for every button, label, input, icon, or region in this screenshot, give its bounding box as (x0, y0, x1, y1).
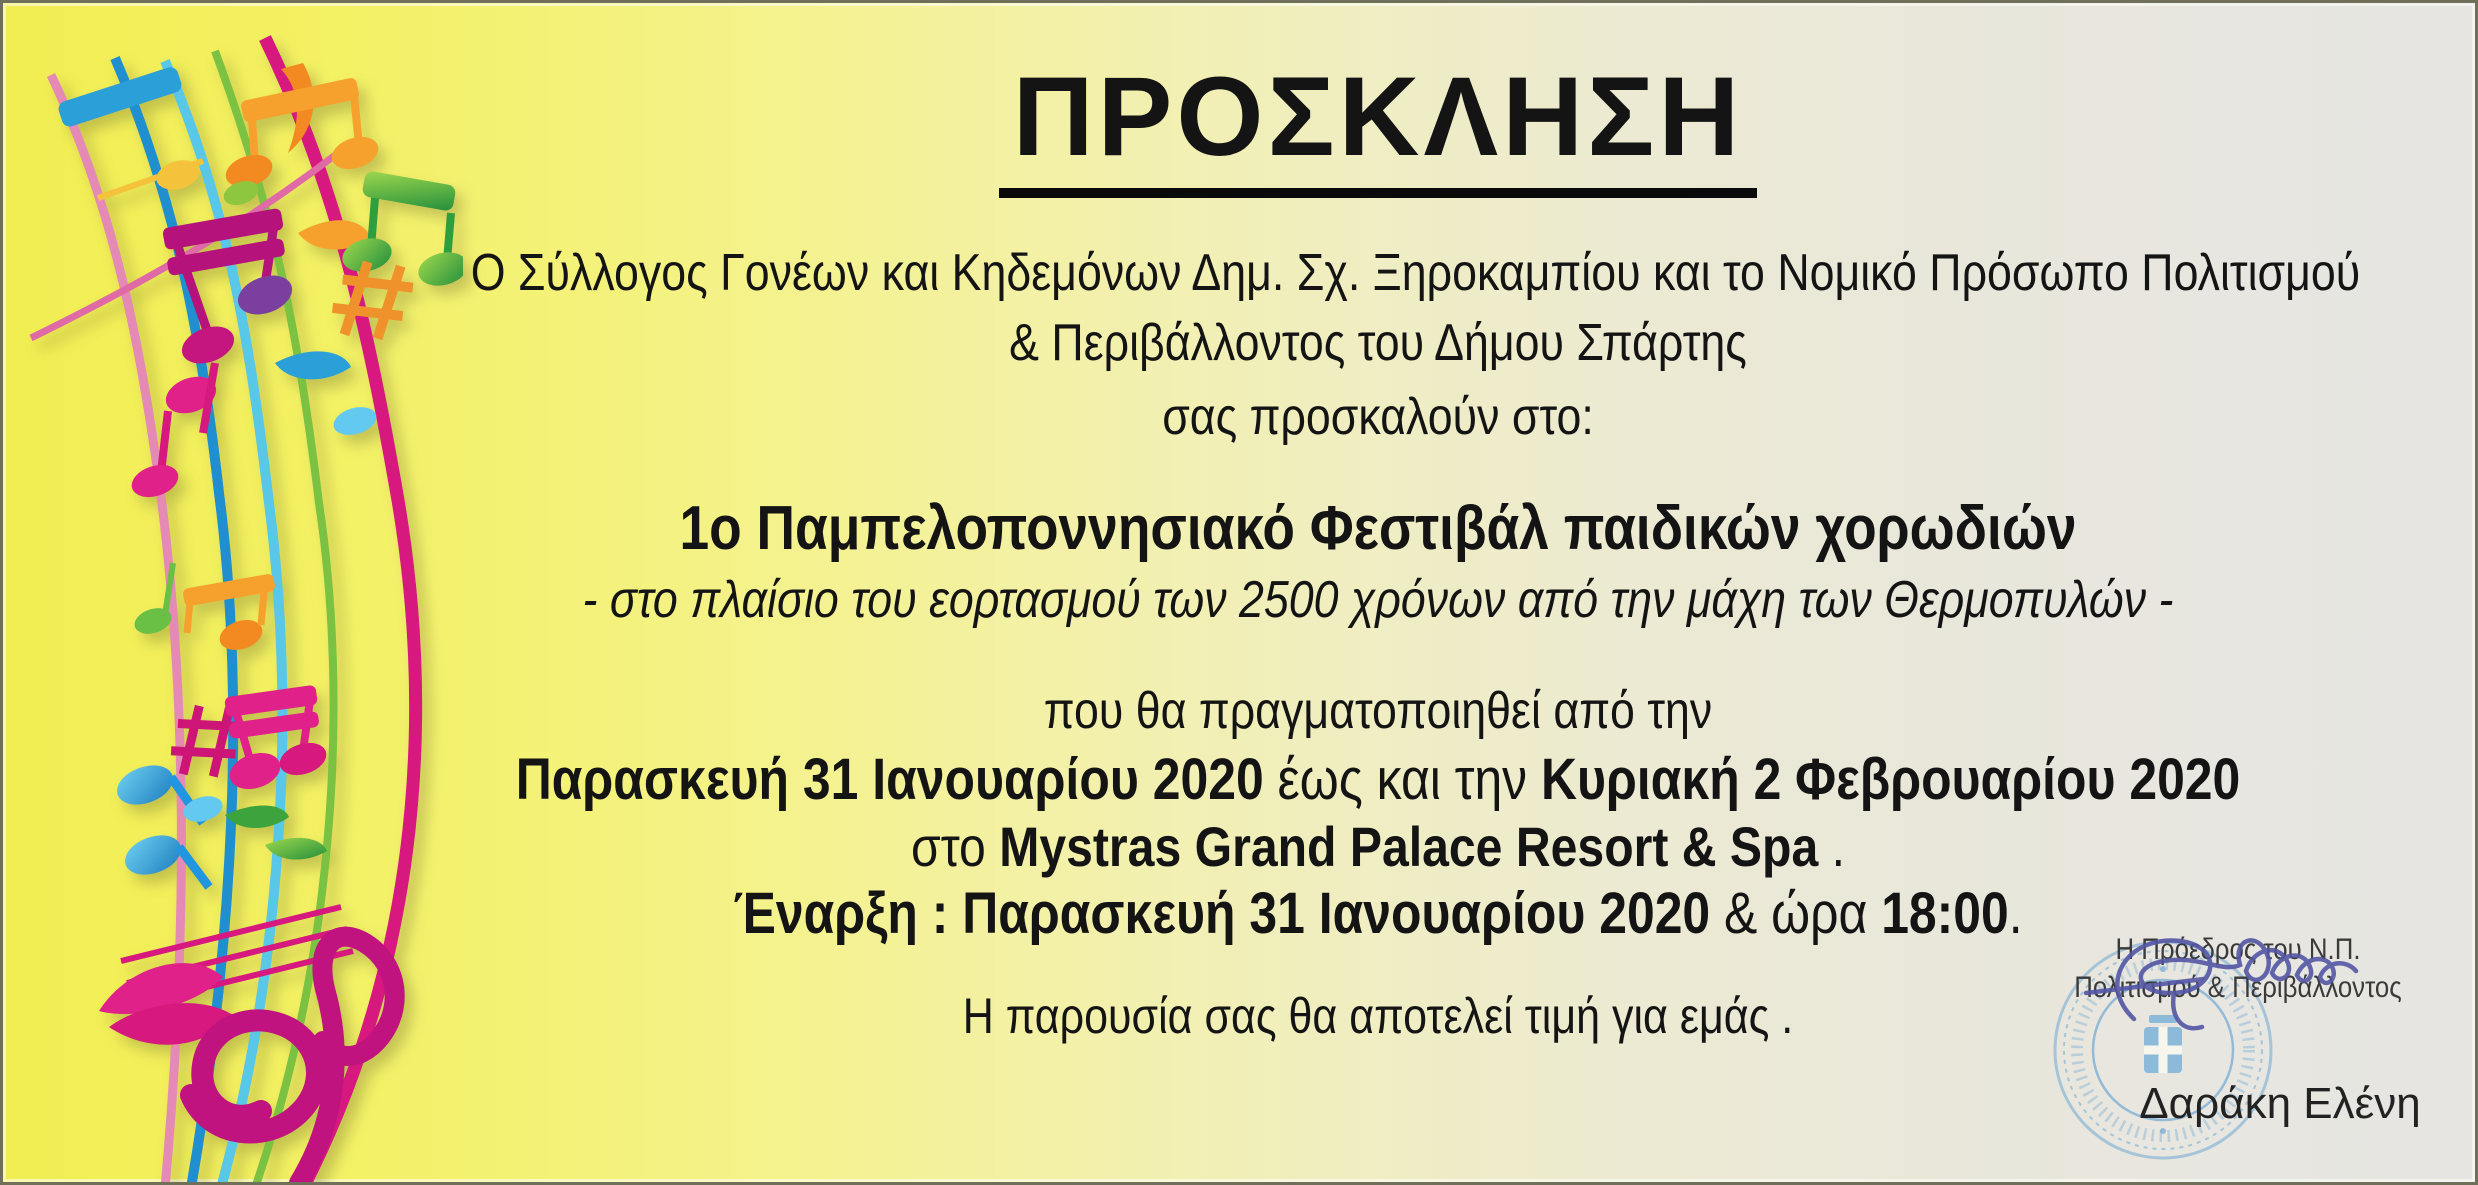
closing-line: Η παρουσία σας θα αποτελεί τιμή για εμάς . (962, 988, 1794, 1045)
title-wrap (323, 55, 2433, 198)
event-title: 1ο Παμπελοποννησιακό Φεστιβάλ παιδικών χορωδιών (679, 494, 2077, 564)
signature-scribble-icon (2078, 921, 2368, 1061)
start-time: 18:00 (1881, 881, 2009, 947)
venue-prefix: στο (910, 815, 986, 879)
event-subtitle: - στο πλαίσιο του εορτασμού των 2500 χρόνων από την μάχη των Θερμοπυλών - (582, 571, 2174, 630)
signer-role-line-1: Η Πρόεδρος του Ν.Π. (2115, 933, 2361, 966)
venue-line (471, 814, 2286, 880)
venue-name: Mystras Grand Palace Resort & Spa (999, 815, 1819, 879)
intro-line-1: Ο Σύλλογος Γονέων και Κηδεμόνων Δημ. Σχ. Ξηροκαμπίου και το Νομικό Πρόσωπο Πολιτισμού (470, 244, 2361, 303)
intro-line-2: & Περιβάλλοντος του Δήμου Σπάρτης (1009, 314, 1747, 373)
page-title: ΠΡΟΣΚΛΗΣΗ (999, 55, 1757, 198)
venue-suffix: . (1831, 815, 1846, 879)
signer-role-line-2: Πολιτισμού & Περιβάλλοντος (2074, 971, 2402, 1004)
date-to: Κυριακή 2 Φεβρουαρίου 2020 (1540, 747, 2241, 813)
date-range-line (471, 746, 2286, 814)
signer-name: Δαράκη Ελένη (2139, 1079, 2421, 1128)
date-from: Παρασκευή 31 Ιανουαρίου 2020 (515, 747, 1264, 813)
start-mid: & ώρα (1724, 881, 1868, 947)
schedule-intro-line: που θα πραγματοποιηθεί από την (1043, 682, 1713, 741)
start-date: Παρασκευή 31 Ιανουαρίου 2020 (962, 881, 1711, 947)
start-label: Έναρξη : (733, 881, 949, 947)
invite-line: σας προσκαλούν στο: (1162, 388, 1594, 447)
start-line (471, 880, 2286, 948)
date-middle: έως και την (1277, 747, 1528, 813)
start-suffix: . (2008, 881, 2023, 947)
